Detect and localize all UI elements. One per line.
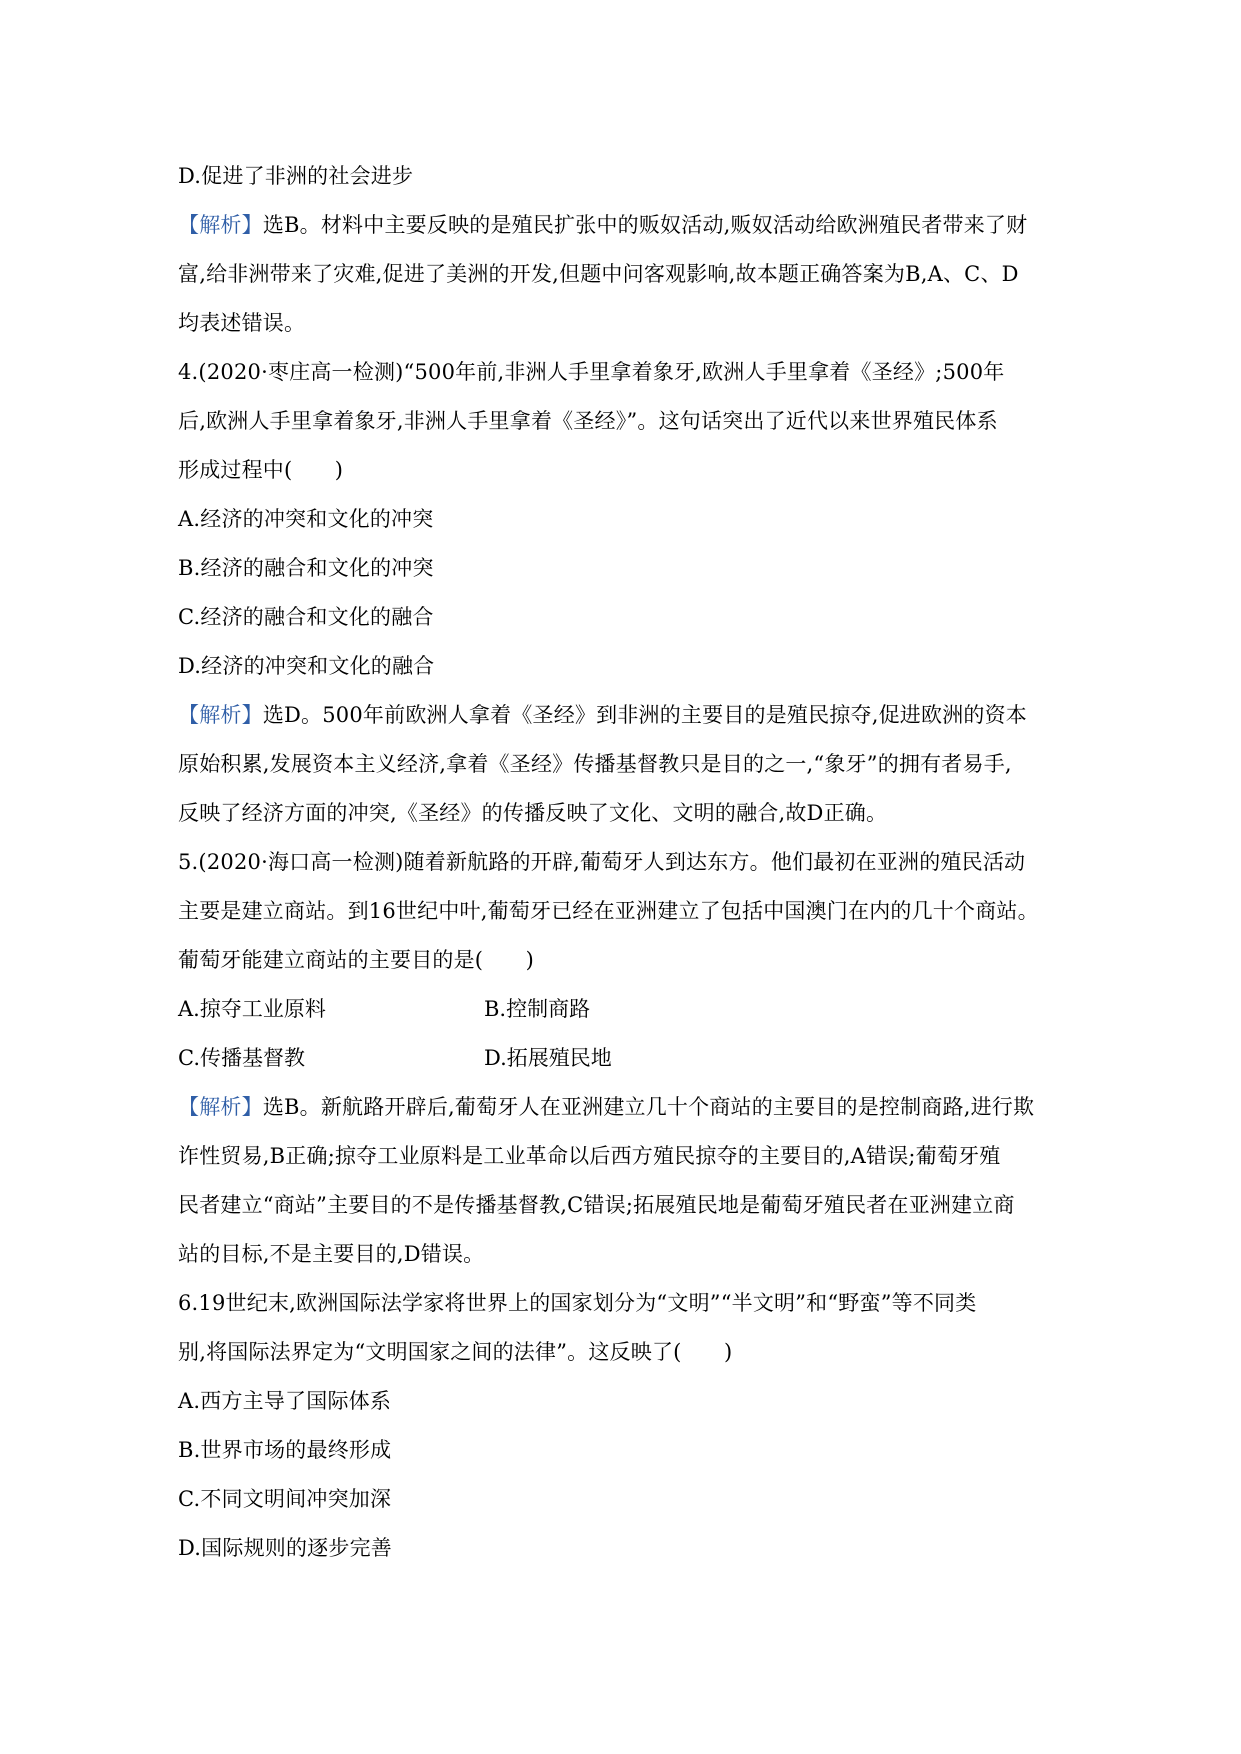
q5-analysis-text: 选B。新航路开辟后,葡萄牙人在亚洲建立几十个商站的主要目的是控制商路,进行欺 bbox=[262, 1095, 1035, 1119]
q4-option-b: B.经济的融合和文化的冲突 bbox=[178, 556, 434, 580]
q4-analysis-line bbox=[178, 691, 1068, 740]
q4-analysis-line: 原始积累,发展资本主义经济,拿着《圣经》传播基督教只是目的之一,“象牙”的拥有者易手, bbox=[178, 752, 1012, 776]
q5-options-row bbox=[178, 985, 1068, 1034]
q4-analysis-line: 反映了经济方面的冲突,《圣经》的传播反映了文化、文明的融合,故D正确。 bbox=[178, 801, 888, 825]
prev-analysis-line: 均表述错误。 bbox=[178, 311, 306, 335]
q6-option-a: A.西方主导了国际体系 bbox=[178, 1389, 392, 1413]
q6-stem-line: 别,将国际法界定为“文明国家之间的法律”。这反映了( ) bbox=[178, 1340, 733, 1364]
q5-stem-line: 5.(2020·海口高一检测)随着新航路的开辟,葡萄牙人到达东方。他们最初在亚洲的殖民活动 bbox=[178, 850, 1026, 874]
q5-option-a: A.掠夺工业原料 bbox=[178, 997, 326, 1021]
analysis-tag: 【解析】 bbox=[178, 703, 263, 727]
prev-analysis-line bbox=[178, 201, 1068, 250]
q5-analysis-line: 诈性贸易,B正确;掠夺工业原料是工业革命以后西方殖民掠夺的主要目的,A错误;葡萄牙殖 bbox=[178, 1144, 1001, 1168]
q5-stem-line: 葡萄牙能建立商站的主要目的是( ) bbox=[178, 948, 534, 972]
q5-options-row bbox=[178, 1034, 1068, 1083]
q5-analysis-line bbox=[178, 1083, 1068, 1132]
q4-option-d: D.经济的冲突和文化的融合 bbox=[178, 654, 435, 678]
document-page bbox=[178, 152, 1068, 1573]
q5-option-b: B.控制商路 bbox=[484, 997, 591, 1021]
analysis-tag: 【解析】 bbox=[178, 1095, 263, 1119]
prev-analysis-line: 富,给非洲带来了灾难,促进了美洲的开发,但题中问客观影响,故本题正确答案为B,A、C、D bbox=[178, 262, 1019, 286]
q5-option-d: D.拓展殖民地 bbox=[484, 1046, 612, 1070]
q5-option-c: C.传播基督教 bbox=[178, 1046, 305, 1070]
q5-analysis-line: 站的目标,不是主要目的,D错误。 bbox=[178, 1242, 485, 1266]
q6-option-b: B.世界市场的最终形成 bbox=[178, 1438, 392, 1462]
q6-option-d: D.国际规则的逐步完善 bbox=[178, 1536, 392, 1560]
q5-stem-line: 主要是建立商站。到16世纪中叶,葡萄牙已经在亚洲建立了包括中国澳门在内的几十个商站。 bbox=[178, 899, 1039, 923]
q4-option-a: A.经济的冲突和文化的冲突 bbox=[178, 507, 434, 531]
q6-option-c: C.不同文明间冲突加深 bbox=[178, 1487, 392, 1511]
q6-stem-line: 6.19世纪末,欧洲国际法学家将世界上的国家划分为“文明”“半文明”和“野蛮”等不同类 bbox=[178, 1291, 977, 1315]
q4-stem-line: 后,欧洲人手里拿着象牙,非洲人手里拿着《圣经》”。这句话突出了近代以来世界殖民体系 bbox=[178, 409, 998, 433]
q4-analysis-text: 选D。500年前欧洲人拿着《圣经》到非洲的主要目的是殖民掠夺,促进欧洲的资本 bbox=[262, 703, 1028, 727]
q4-option-c: C.经济的融合和文化的融合 bbox=[178, 605, 434, 629]
prev-option-d: D.促进了非洲的社会进步 bbox=[178, 164, 414, 188]
q5-analysis-line: 民者建立“商站”主要目的不是传播基督教,C错误;拓展殖民地是葡萄牙殖民者在亚洲建立商 bbox=[178, 1193, 1015, 1217]
q4-stem-line: 4.(2020·枣庄高一检测)“500年前,非洲人手里拿着象牙,欧洲人手里拿着《圣经》;500年 bbox=[178, 360, 1005, 384]
prev-analysis-text: 选B。材料中主要反映的是殖民扩张中的贩奴活动,贩奴活动给欧洲殖民者带来了财 bbox=[262, 213, 1028, 237]
q4-stem-line: 形成过程中( ) bbox=[178, 458, 344, 482]
analysis-tag: 【解析】 bbox=[178, 213, 263, 237]
